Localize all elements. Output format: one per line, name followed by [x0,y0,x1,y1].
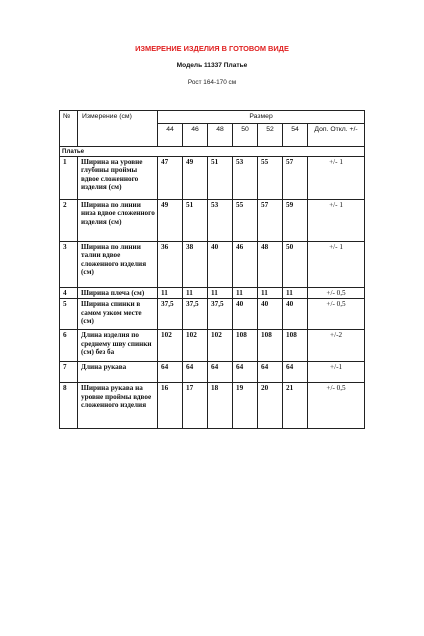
value-cell: 57 [283,157,308,200]
tolerance-cell: +/- 0,5 [308,288,365,299]
value-cell: 36 [158,242,183,288]
row-name: Ширина рукава на уровне проймы вдвое сложенного изделия [78,383,158,429]
row-number: 5 [60,299,78,330]
measurement-table [59,110,365,429]
table-row [60,383,365,429]
value-cell: 51 [183,200,208,242]
value-cell: 37,5 [183,299,208,330]
tolerance-cell: +/- 0,5 [308,383,365,429]
row-number: 6 [60,330,78,362]
value-cell: 53 [208,200,233,242]
row-number: 4 [60,288,78,299]
row-name: Длина изделия по среднему шву спинки (см) без ба [78,330,158,362]
header-size: Размер [158,111,365,124]
size-header-48: 48 [208,124,233,147]
size-header-52: 52 [258,124,283,147]
value-cell: 102 [208,330,233,362]
value-cell: 11 [208,288,233,299]
value-cell: 16 [158,383,183,429]
value-cell: 11 [183,288,208,299]
size-header-46: 46 [183,124,208,147]
value-cell: 55 [258,157,283,200]
value-cell: 19 [233,383,258,429]
value-cell: 49 [158,200,183,242]
tolerance-cell: +/- 1 [308,200,365,242]
size-header-54: 54 [283,124,308,147]
value-cell: 17 [183,383,208,429]
value-cell: 20 [258,383,283,429]
row-name: Ширина на уровне глубины проймы вдвое сложенного изделия (см) [78,157,158,200]
row-name: Ширина спинки в самом узком месте (см) [78,299,158,330]
value-cell: 53 [233,157,258,200]
table-row [60,157,365,200]
row-name: Длина рукава [78,362,158,383]
value-cell: 40 [233,299,258,330]
table-row [60,288,365,299]
value-cell: 108 [283,330,308,362]
tolerance-cell: +/- 0,5 [308,299,365,330]
row-name: Ширина по линии талии вдвое сложенного изделия (см) [78,242,158,288]
header-measurement: Измерение (см) [78,111,158,147]
table-row [60,200,365,242]
value-cell: 50 [283,242,308,288]
value-cell: 40 [283,299,308,330]
value-cell: 64 [158,362,183,383]
tolerance-cell: +/-1 [308,362,365,383]
table-row [60,330,365,362]
table-row [60,299,365,330]
value-cell: 11 [233,288,258,299]
value-cell: 48 [258,242,283,288]
value-cell: 102 [158,330,183,362]
section-label: Платье [60,147,365,157]
value-cell: 102 [183,330,208,362]
value-cell: 11 [158,288,183,299]
value-cell: 108 [258,330,283,362]
value-cell: 64 [233,362,258,383]
value-cell: 59 [283,200,308,242]
row-name: Ширина по линии низа вдвое сложенного изделия (см) [78,200,158,242]
value-cell: 47 [158,157,183,200]
tolerance-cell: +/- 1 [308,242,365,288]
value-cell: 55 [233,200,258,242]
size-header-50: 50 [233,124,258,147]
value-cell: 40 [258,299,283,330]
value-cell: 64 [208,362,233,383]
row-number: 7 [60,362,78,383]
value-cell: 11 [283,288,308,299]
table-row [60,362,365,383]
value-cell: 57 [258,200,283,242]
row-number: 8 [60,383,78,429]
row-number: 1 [60,157,78,200]
row-name: Ширина плеча (см) [78,288,158,299]
value-cell: 64 [183,362,208,383]
value-cell: 64 [283,362,308,383]
value-cell: 11 [258,288,283,299]
size-header-44: 44 [158,124,183,147]
row-number: 2 [60,200,78,242]
value-cell: 37,5 [158,299,183,330]
value-cell: 49 [183,157,208,200]
value-cell: 46 [233,242,258,288]
value-cell: 37,5 [208,299,233,330]
height-range: Рост 164-170 см [187,79,237,86]
value-cell: 38 [183,242,208,288]
value-cell: 21 [283,383,308,429]
table-row [60,242,365,288]
value-cell: 40 [208,242,233,288]
tolerance-cell: +/- 1 [308,157,365,200]
value-cell: 64 [258,362,283,383]
row-number: 3 [60,242,78,288]
page-title: ИЗМЕРЕНИЕ ИЗДЕЛИЯ В ГОТОВОМ ВИДЕ [135,44,289,53]
header-tolerance: Доп. Откл. +/- [308,124,365,147]
tolerance-cell: +/-2 [308,330,365,362]
value-cell: 18 [208,383,233,429]
header-number: № [60,111,78,147]
model-name: Модель 11337 Платье [176,62,248,69]
value-cell: 51 [208,157,233,200]
value-cell: 108 [233,330,258,362]
